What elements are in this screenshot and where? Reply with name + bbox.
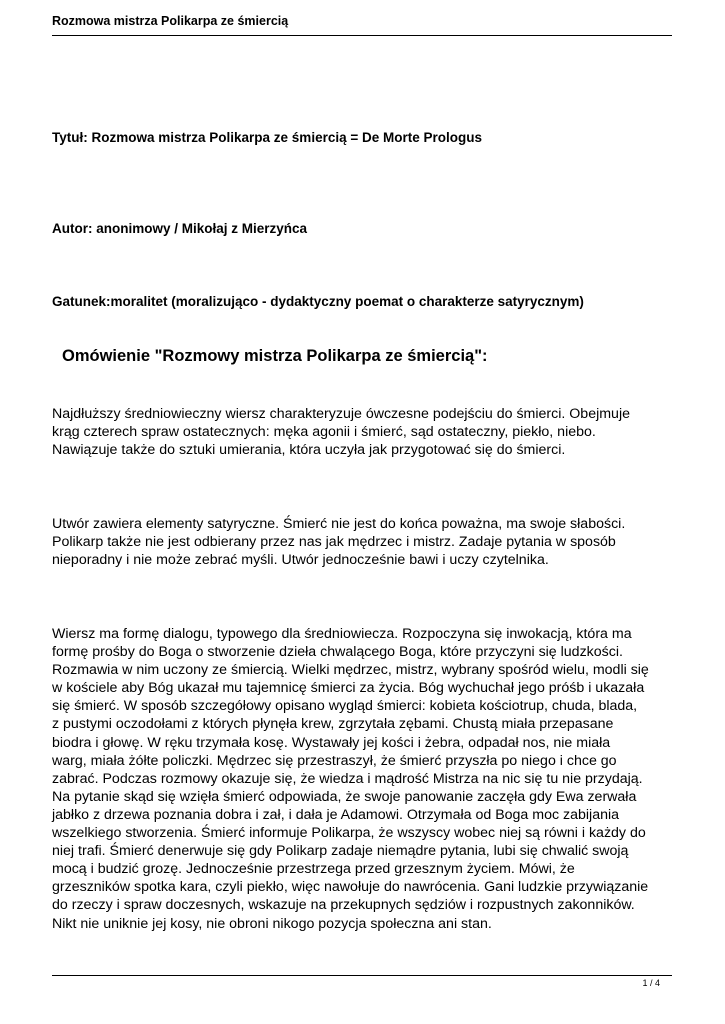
- paragraph-line: biodra i głowę. W ręku trzymała kosę. Wystawały jej kości i żebra, odpadał nos, nie miała: [52, 734, 611, 751]
- running-header: Rozmowa mistrza Polikarpa ze śmiercią: [52, 14, 289, 28]
- paragraph-line: mocą i budzić grozę. Jednocześnie przestrzega przed grzesznym życiem. Mówi, że: [52, 861, 575, 878]
- paragraph-line: warg, miała żółte policzki. Mędrzec się przestraszył, że śmierć przyszła po niego i chce go: [52, 752, 617, 769]
- paragraph-line: zabrać. Podczas rozmowy okazuje się, że wiedza i mądrość Mistrza na nic się tu nie przydają.: [52, 770, 643, 787]
- author-line: Autor: anonimowy / Mikołaj z Mierzyńca: [52, 221, 308, 236]
- paragraph-line: Utwór zawiera elementy satyryczne. Śmierć nie jest do końca poważna, ma swoje słabości.: [52, 516, 626, 532]
- paragraph-line: w kościele aby Bóg ukazał mu tajemnicę śmierci za życia. Bóg wychuchał jego próśb i ukazała: [52, 680, 645, 697]
- section-heading: Omówienie "Rozmowy mistrza Polikarpa ze śmiercią":: [62, 347, 488, 365]
- paragraph-line: nieporadny i nie może zebrać myśli. Utwór jednocześnie bawi i uczy czytelnika.: [52, 552, 549, 569]
- paragraph-line: z pustymi oczodołami z których płynęła krew, zgrzytała zębami. Chustą miała przepasane: [52, 716, 614, 733]
- paragraph-line: się śmierć. W sposób szczegółowy opisano wygląd śmierci: kobieta kościotrup, chuda, blada,: [52, 698, 638, 715]
- paragraph-3: [52, 625, 677, 933]
- paragraph-line: do rzeczy i spraw doczesnych, wskazuje na przekupnych sędziów i rozpustnych zakonników.: [52, 897, 635, 914]
- paragraph-line: jabłko z drzewa poznania dobra i zał, i dała je Adamowi. Otrzymała od Boga moc zabijania: [52, 806, 620, 823]
- paragraph-line: Rozmawia w nim uczony ze śmiercią. Wielki mędrzec, mistrz, wybrany spośród wielu, modli się: [52, 662, 649, 679]
- header-divider: [52, 35, 672, 36]
- title-line: Tytuł: Rozmowa mistrza Polikarpa ze śmiercią = De Morte Prologus: [52, 130, 482, 145]
- paragraph-1: [52, 405, 677, 459]
- paragraph-line: Najdłuższy średniowieczny wiersz charakteryzuje ówczesne podejściu do śmierci. Obejmuje: [52, 406, 630, 422]
- genre-line: Gatunek:moralitet (moralizująco - dydaktyczny poemat o charakterze satyrycznym): [52, 294, 584, 309]
- paragraph-2: [52, 515, 677, 569]
- paragraph-line: wszelkiego stworzenia. Śmierć informuje Polikarpa, że wszyscy wobec niej są równi i każdy do: [52, 825, 646, 842]
- page-number: 1 / 4: [642, 978, 660, 988]
- paragraph-line: niej trafi. Śmierć denerwuje się gdy Polikarp zadaje niemądre pytania, lubi się chwalić swoją: [52, 843, 629, 860]
- paragraph-line: Na pytanie skąd się wzięła śmierć odpowiada, że swoje panowanie zaczęła gdy Ewa zerwała: [52, 788, 637, 805]
- paragraph-line: Wiersz ma formę dialogu, typowego dla średniowiecza. Rozpoczyna się inwokacją, która ma: [52, 626, 632, 642]
- paragraph-line: Polikarp także nie jest odbierany przez nas jak mędrzec i mistrz. Zadaje pytania w sposób: [52, 534, 616, 551]
- paragraph-line: Nikt nie uniknie jej kosy, nie obroni nikogo pozycja społeczna ani stan.: [52, 915, 492, 932]
- paragraph-line: Nawiązuje także do sztuki umierania, która uczyła jak przygotować się do śmierci.: [52, 442, 566, 459]
- paragraph-line: formę prośby do Boga o stworzenie dzieła chwalącego Boga, które przyczyni się ludzkości.: [52, 644, 623, 661]
- footer-divider: [52, 975, 672, 976]
- paragraph-line: krąg czterech spraw ostatecznych: męka agonii i śmierć, sąd ostateczny, piekło, niebo.: [52, 424, 596, 441]
- paragraph-line: grzeszników spotka kara, czyli piekło, więc nawołuje do nawrócenia. Gani ludzkie przywiązanie: [52, 879, 649, 896]
